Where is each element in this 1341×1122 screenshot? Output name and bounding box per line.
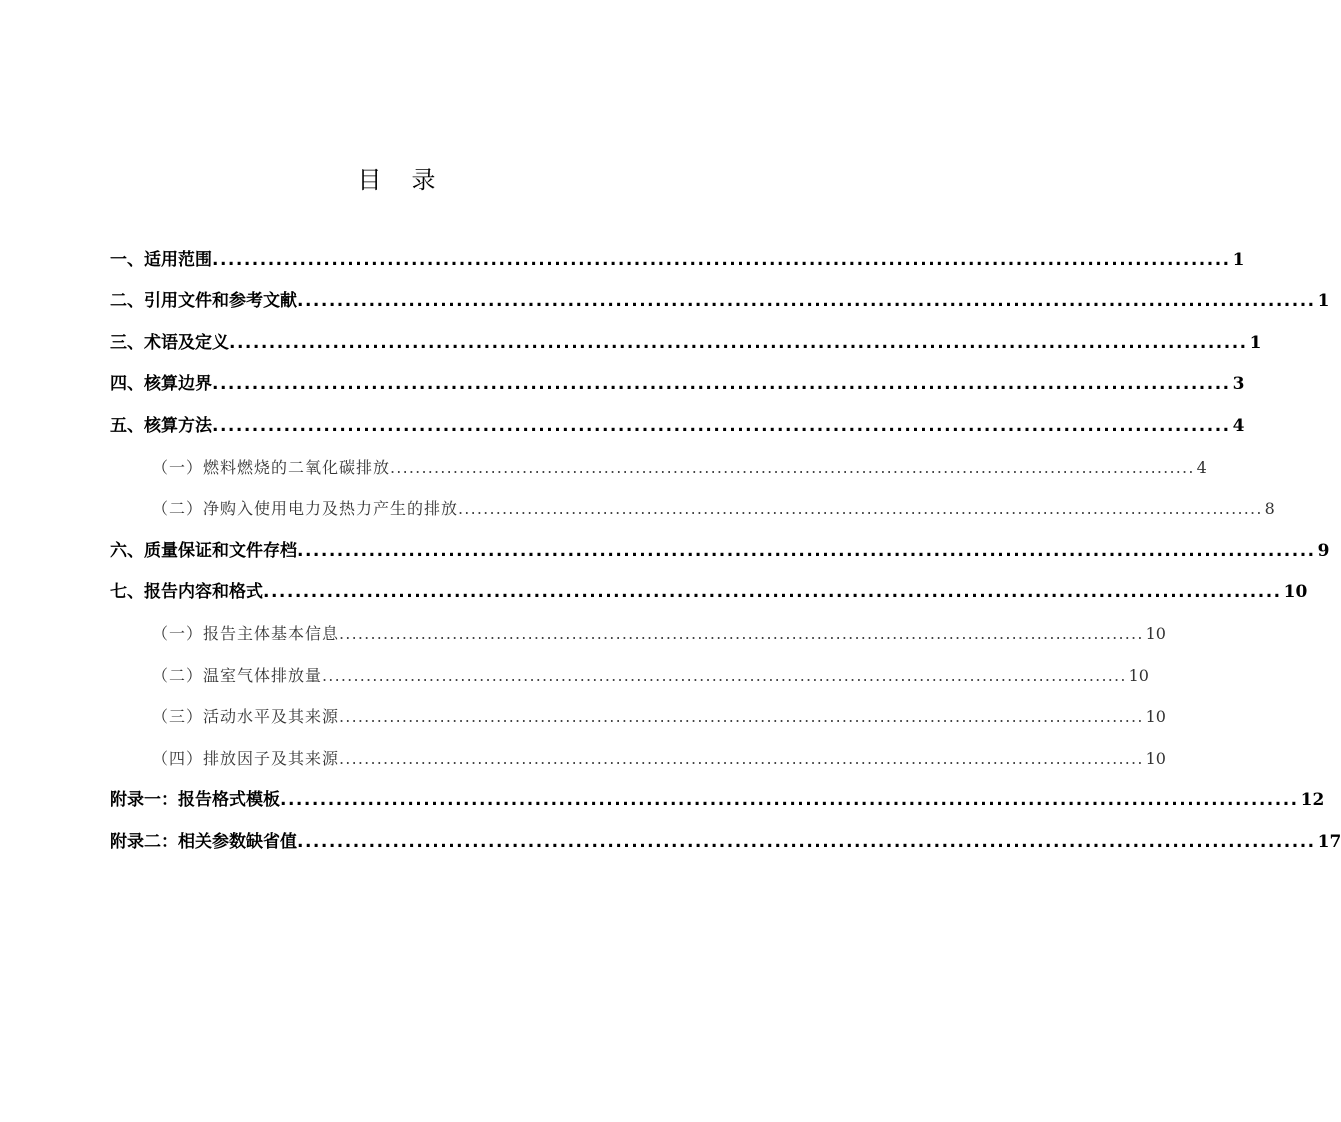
toc-entry-label: 附录二：相关参数缺省值 [110,831,297,857]
toc-entry-label: （二）温室气体排放量 [152,665,322,691]
toc-dot-leader: ................................................................................................................................ [297,831,1316,852]
toc-entry-page: 1 [1248,332,1262,358]
toc-entry-label: 一、适用范围 [110,249,212,275]
toc-dot-leader: ................................................................................................................................ [458,499,1263,519]
toc-entry-report-content[interactable] [110,566,1308,608]
toc-entry-page: 4 [1195,457,1207,483]
toc-dot-leader: ................................................................................................................................ [339,748,1144,768]
toc-dot-leader: ................................................................................................................................ [322,665,1127,685]
toc-dot-leader: ................................................................................................................................ [263,582,1282,603]
toc-entry-label: 六、质量保证和文件存档 [110,540,297,566]
toc-entry-label: 四、核算边界 [110,373,212,399]
toc-subentry-emission-factors[interactable] [110,732,1166,774]
toc-entry-page: 10 [1144,623,1166,649]
toc-entry-label: （四）排放因子及其来源 [152,748,339,774]
toc-entry-label: 三、术语及定义 [110,332,229,358]
toc-dot-leader: ................................................................................................................................ [339,623,1144,643]
toc-entry-appendix-2[interactable] [110,815,1341,857]
toc-entry-page: 3 [1231,373,1245,399]
toc-dot-leader: ................................................................................................................................ [212,249,1231,270]
toc-subentry-basic-info[interactable] [110,607,1166,649]
toc-subentry-fuel-combustion[interactable] [110,441,1207,483]
page-title-char-1: 目 [357,166,382,194]
toc-subentry-activity-level[interactable] [110,691,1166,733]
toc-entry-methods[interactable] [110,399,1245,441]
toc-entry-page: 1 [1231,249,1245,275]
toc-entry-page: 1 [1316,290,1330,316]
toc-entry-page: 10 [1144,748,1166,774]
page-title [0,160,793,200]
toc-entry-quality-assurance[interactable] [110,524,1330,566]
toc-entry-label: （一）燃料燃烧的二氧化碳排放 [152,457,390,483]
table-of-contents [110,233,1341,857]
toc-dot-leader: ................................................................................................................................ [390,457,1195,477]
toc-entry-page: 10 [1144,706,1166,732]
toc-dot-leader: ................................................................................................................................ [297,291,1316,312]
toc-entry-scope[interactable] [110,233,1245,275]
toc-entry-label: （一）报告主体基本信息 [152,623,339,649]
toc-entry-references[interactable] [110,275,1330,317]
toc-entry-page: 17 [1316,831,1341,857]
toc-entry-label: 五、核算方法 [110,415,212,441]
toc-entry-label: （三）活动水平及其来源 [152,706,339,732]
toc-dot-leader: ................................................................................................................................ [212,374,1231,395]
toc-entry-page: 9 [1316,540,1330,566]
toc-dot-leader: ................................................................................................................................ [280,790,1299,811]
toc-dot-leader: ................................................................................................................................ [212,415,1231,436]
toc-subentry-electricity-heat[interactable] [110,483,1275,525]
toc-dot-leader: ................................................................................................................................ [339,707,1144,727]
toc-entry-label: 二、引用文件和参考文献 [110,290,297,316]
toc-entry-terms[interactable] [110,316,1262,358]
toc-subentry-ghg-emissions[interactable] [110,649,1149,691]
toc-entry-page: 12 [1299,789,1325,815]
toc-entry-page: 10 [1282,581,1308,607]
toc-entry-page: 10 [1127,665,1149,691]
toc-entry-page: 8 [1263,498,1275,524]
toc-dot-leader: ................................................................................................................................ [229,332,1248,353]
page-title-char-2: 录 [411,166,436,194]
toc-entry-label: 附录一：报告格式模板 [110,789,280,815]
toc-entry-boundary[interactable] [110,358,1245,400]
toc-entry-page: 4 [1231,415,1245,441]
toc-entry-label: 七、报告内容和格式 [110,581,263,607]
toc-entry-label: （二）净购入使用电力及热力产生的排放 [152,498,458,524]
toc-dot-leader: ................................................................................................................................ [297,540,1316,561]
toc-entry-appendix-1[interactable] [110,774,1325,816]
